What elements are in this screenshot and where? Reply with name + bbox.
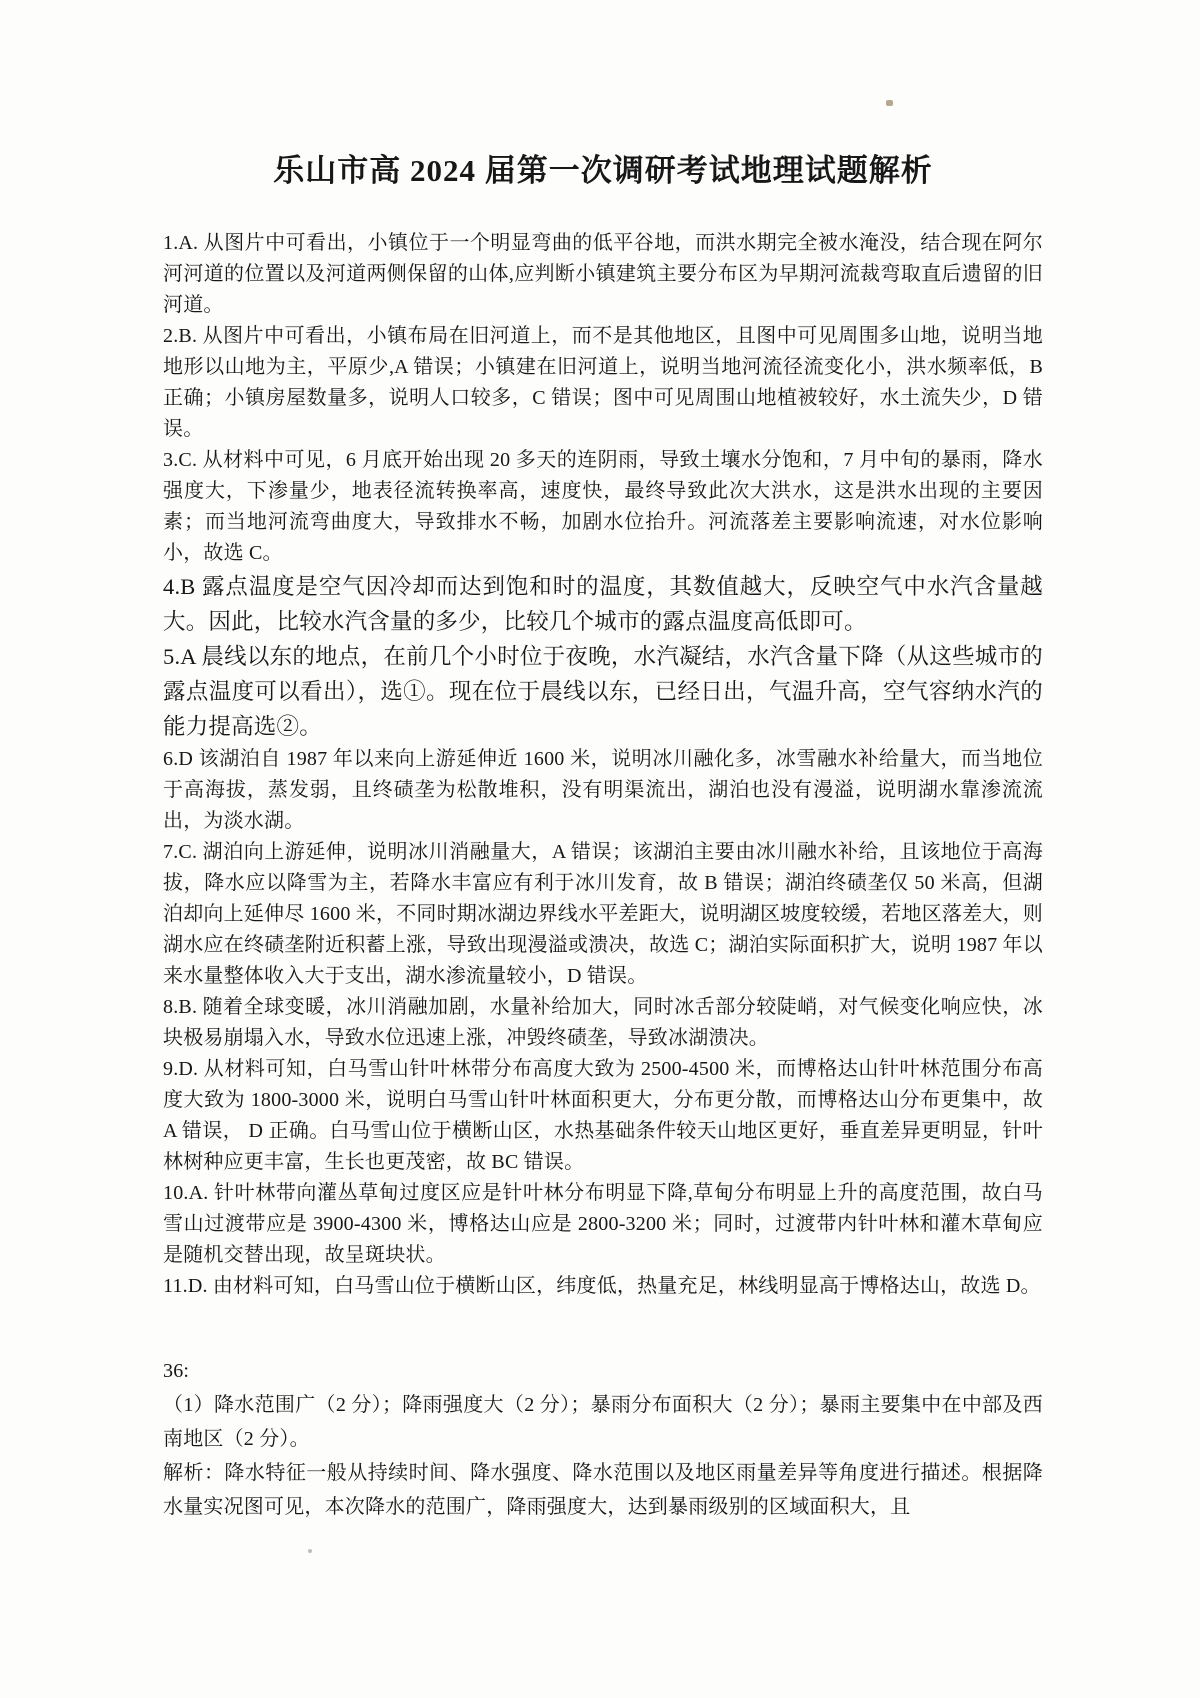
answer-paragraph-8: 8.B. 随着全球变暖，冰川消融加剧，水量补给加大，同时冰舌部分较陡峭，对气候变化响应快，冰块极易崩塌入水，导致水位迅速上涨，冲毁终碛垄，导致冰湖溃决。 (163, 996, 1043, 1049)
document-content (163, 148, 1043, 1524)
q36-analysis: 解析：降水特征一般从持续时间、降水强度、降水范围以及地区雨量差异等角度进行描述。根据降水量实况图可见，本次降水的范围广，降雨强度大，达到暴雨级别的区域面积大，且 (163, 1462, 1043, 1518)
page-title: 乐山市高 2024 届第一次调研考试地理试题解析 (273, 153, 933, 188)
scan-artifact (308, 1549, 312, 1553)
answer-paragraph-6: 6.D 该湖泊自 1987 年以来向上游延伸近 1600 米，说明冰川融化多，冰雪融水补给量大，而当地位于高海拔，蒸发弱，且终碛垄为松散堆积，没有明渠流出，湖泊也没有漫溢，说明湖水靠渗流流出，为淡水湖。 (163, 748, 1043, 832)
answer-paragraph-7: 7.C. 湖泊向上游延伸，说明冰川消融量大，A 错误；该湖泊主要由冰川融水补给，且该地位于高海拔，降水应以降雪为主，若降水丰富应有利于冰川发育，故 B 错误；湖泊终碛垄仅 50 米高，但湖泊却向上延伸尽 1600 米，不同时期冰湖边界线水平差距大，说明湖区坡度较缓，若地区落差大，则湖水应在终碛垄附近积蓄上涨，导致出现漫溢或溃决，故选 C；湖泊实际面积扩大，说明 1987 年以来水量整体收入大于支出，湖水渗流量较小，D 错误。 (163, 841, 1043, 987)
answer-paragraph-10: 10.A. 针叶林带向灌丛草甸过度区应是针叶林分布明显下降,草甸分布明显上升的高度范围，故白马雪山过渡带应是 3900-4300 米，博格达山应是 2800-3200 米；同时，过渡带内针叶林和灌木草甸应是随机交替出现，故呈斑块状。 (163, 1182, 1043, 1266)
answer-paragraph-4: 4.B 露点温度是空气因冷却而达到饱和时的温度，其数值越大，反映空气中水汽含量越大。因此，比较水汽含量的多少，比较几个城市的露点温度高低即可。 (163, 574, 1043, 634)
scan-artifact (886, 100, 893, 106)
section-gap (163, 1302, 1043, 1354)
answer-paragraph-5: 5.A 晨线以东的地点，在前几个小时位于夜晚，水汽凝结，水汽含量下降（从这些城市的露点温度可以看出），选①。现在位于晨线以东，已经日出，气温升高，空气容纳水汽的能力提高选②。 (163, 644, 1043, 739)
answer-paragraph-1: 1.A. 从图片中可看出，小镇位于一个明显弯曲的低平谷地，而洪水期完全被水淹没，结合现在阿尔河河道的位置以及河道两侧保留的山体,应判断小镇建筑主要分布区为早期河流裁弯取直后遗留的旧河道。 (163, 232, 1043, 316)
q36-answer: （1）降水范围广（2 分）；降雨强度大（2 分）；暴雨分布面积大（2 分）；暴雨主要集中在中部及西南地区（2 分）。 (163, 1394, 1043, 1450)
answer-paragraph-9: 9.D. 从材料可知，白马雪山针叶林带分布高度大致为 2500-4500 米，而博格达山针叶林范围分布高度大致为 1800-3000 米，说明白马雪山针叶林面积更大，分布更分散，而博格达山分布更集中，故 A 错误， D 正确。白马雪山位于横断山区，水热基础条件较天山地区更好，垂直差异更明显，针叶林树种应更丰富，生长也更茂密，故 BC 错误。 (163, 1058, 1043, 1173)
answer-paragraph-2: 2.B. 从图片中可看出，小镇布局在旧河道上，而不是其他地区，且图中可见周围多山地，说明当地地形以山地为主，平原少,A 错误；小镇建在旧河道上，说明当地河流径流变化小，洪水频率低，B 正确；小镇房屋数量多，说明人口较多，C 错误；图中可见周围山地植被较好，水土流失少，D 错误。 (163, 325, 1043, 440)
answer-paragraph-3: 3.C. 从材料中可见，6 月底开始出现 20 多天的连阴雨，导致土壤水分饱和，7 月中旬的暴雨，降水强度大，下渗量少，地表径流转换率高，速度快，最终导致此次大洪水，这是洪水出现的主要因素；而当地河流弯曲度大，导致排水不畅，加剧水位抬升。河流落差主要影响流速，对水位影响小，故选 C。 (163, 449, 1043, 564)
answer-paragraph-11: 11.D. 由材料可知，白马雪山位于横断山区，纬度低，热量充足，林线明显高于博格达山，故选 D。 (163, 1275, 1041, 1297)
q36-heading: 36: (163, 1360, 190, 1382)
